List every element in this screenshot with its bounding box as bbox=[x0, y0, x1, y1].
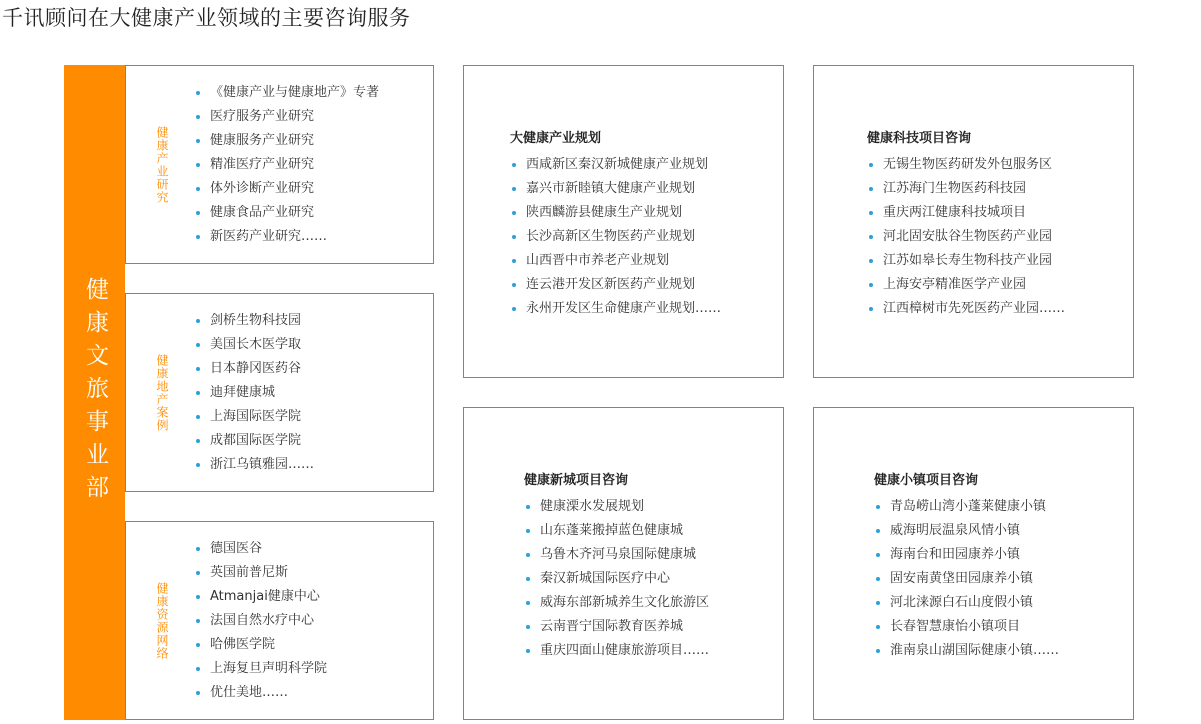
list-item: Atmanjai健康中心 bbox=[194, 585, 327, 609]
section-health-tech-consulting bbox=[813, 65, 1134, 378]
list-item: 河北固安肽谷生物医药产业园 bbox=[867, 225, 1065, 249]
section-heading: 健康小镇项目咨询 bbox=[874, 473, 979, 488]
list-item: 山西晋中市养老产业规划 bbox=[510, 249, 721, 273]
list-item: 法国自然水疗中心 bbox=[194, 609, 327, 633]
list-item: 优仕美地…… bbox=[194, 681, 327, 705]
item-list bbox=[194, 309, 314, 477]
list-item: 无锡生物医药研发外包服务区 bbox=[867, 153, 1065, 177]
list-item: 日本静冈医药谷 bbox=[194, 357, 314, 381]
list-item: 海南台和田园康养小镇 bbox=[874, 543, 1059, 567]
list-item: 乌鲁木齐河马泉国际健康城 bbox=[524, 543, 709, 567]
list-item: 云南晋宁国际教育医养城 bbox=[524, 615, 709, 639]
section-heading: 健康新城项目咨询 bbox=[524, 473, 629, 488]
list-item: 威海东部新城养生文化旅游区 bbox=[524, 591, 709, 615]
list-item: 上海国际医学院 bbox=[194, 405, 314, 429]
list-item: 西咸新区秦汉新城健康产业规划 bbox=[510, 153, 721, 177]
section-health-town-consulting bbox=[813, 407, 1134, 720]
list-item: 哈佛医学院 bbox=[194, 633, 327, 657]
list-item: 体外诊断产业研究 bbox=[194, 177, 379, 201]
list-item: 美国长木医学取 bbox=[194, 333, 314, 357]
list-item: 长沙高新区生物医药产业规划 bbox=[510, 225, 721, 249]
list-item: 河北涞源白石山度假小镇 bbox=[874, 591, 1059, 615]
section-heading: 健康科技项目咨询 bbox=[867, 131, 972, 146]
item-list bbox=[524, 495, 709, 663]
section-health-industry-research bbox=[125, 65, 434, 264]
item-list bbox=[510, 153, 721, 321]
list-item: 精准医疗产业研究 bbox=[194, 153, 379, 177]
section-heading: 大健康产业规划 bbox=[510, 131, 602, 146]
department-label: 健康文旅事业部 bbox=[82, 277, 108, 508]
list-item: 新医药产业研究…… bbox=[194, 225, 379, 249]
list-item: 连云港开发区新医药产业规划 bbox=[510, 273, 721, 297]
list-item: 英国前普尼斯 bbox=[194, 561, 327, 585]
item-list bbox=[874, 495, 1059, 663]
list-item: 秦汉新城国际医疗中心 bbox=[524, 567, 709, 591]
list-item: 上海安亭精准医学产业园 bbox=[867, 273, 1065, 297]
list-item: 剑桥生物科技园 bbox=[194, 309, 314, 333]
list-item: 陕西麟游县健康生产业规划 bbox=[510, 201, 721, 225]
list-item: 健康食品产业研究 bbox=[194, 201, 379, 225]
list-item: 嘉兴市新睦镇大健康产业规划 bbox=[510, 177, 721, 201]
list-item: 青岛崂山湾小蓬莱健康小镇 bbox=[874, 495, 1059, 519]
section-health-industry-planning bbox=[463, 65, 784, 378]
department-bar bbox=[64, 65, 125, 720]
list-item: 淮南泉山湖国际健康小镇…… bbox=[874, 639, 1059, 663]
list-item: 长春智慧康怡小镇项目 bbox=[874, 615, 1059, 639]
item-list bbox=[867, 153, 1065, 321]
list-item: 迪拜健康城 bbox=[194, 381, 314, 405]
list-item: 《健康产业与健康地产》专著 bbox=[194, 81, 379, 105]
page-title: 千讯顾问在大健康产业领域的主要咨询服务 bbox=[2, 6, 411, 30]
list-item: 医疗服务产业研究 bbox=[194, 105, 379, 129]
list-item: 浙江乌镇雅园…… bbox=[194, 453, 314, 477]
item-list bbox=[194, 537, 327, 705]
list-item: 江苏海门生物医药科技园 bbox=[867, 177, 1065, 201]
list-item: 成都国际医学院 bbox=[194, 429, 314, 453]
section-label: 健康产业研究 bbox=[155, 125, 169, 204]
list-item: 山东蓬莱搬掉蓝色健康城 bbox=[524, 519, 709, 543]
section-health-resource-network bbox=[125, 521, 434, 720]
list-item: 永州开发区生命健康产业规划…… bbox=[510, 297, 721, 321]
list-item: 健康服务产业研究 bbox=[194, 129, 379, 153]
list-item: 江苏如皋长寿生物科技产业园 bbox=[867, 249, 1065, 273]
list-item: 上海复旦声明科学院 bbox=[194, 657, 327, 681]
item-list bbox=[194, 81, 379, 249]
list-item: 健康溧水发展规划 bbox=[524, 495, 709, 519]
list-item: 固安南黄垡田园康养小镇 bbox=[874, 567, 1059, 591]
section-health-new-city-consulting bbox=[463, 407, 784, 720]
list-item: 江西樟树市先死医药产业园…… bbox=[867, 297, 1065, 321]
list-item: 重庆四面山健康旅游项目…… bbox=[524, 639, 709, 663]
list-item: 重庆两江健康科技城项目 bbox=[867, 201, 1065, 225]
list-item: 德国医谷 bbox=[194, 537, 327, 561]
section-label: 健康资源网络 bbox=[155, 581, 169, 660]
section-label: 健康地产案例 bbox=[155, 353, 169, 432]
section-health-real-estate-cases bbox=[125, 293, 434, 492]
list-item: 威海明辰温泉风情小镇 bbox=[874, 519, 1059, 543]
